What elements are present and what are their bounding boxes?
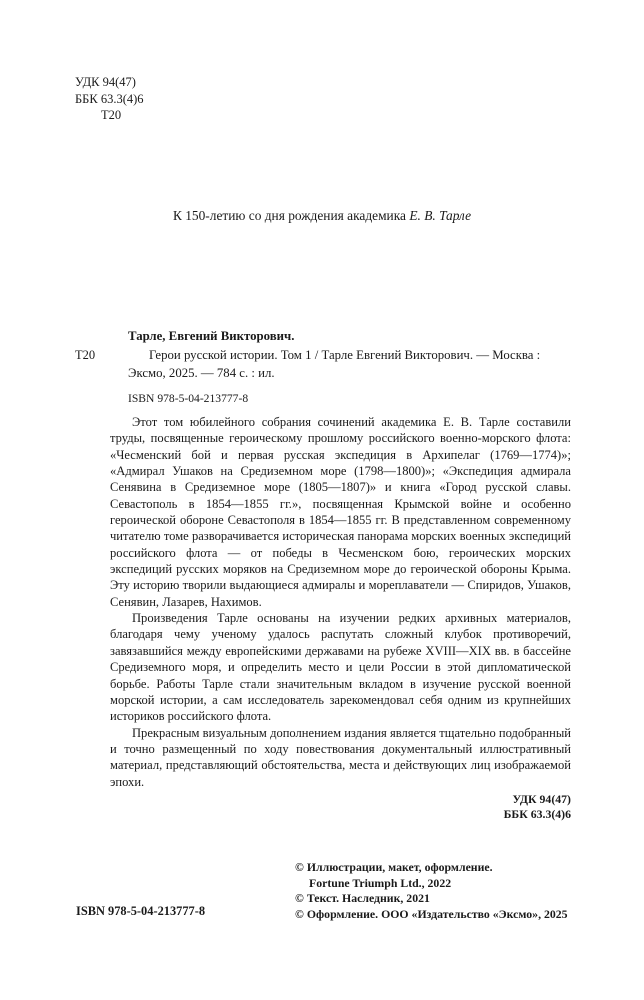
copyright-continuation: Fortune Triumph Ltd., 2022 — [309, 875, 452, 890]
shelf-mark-biblio: Т20 — [75, 348, 96, 362]
copyright-line — [295, 891, 568, 907]
isbn-inline: ISBN 978-5-04-213777-8 — [128, 392, 249, 405]
annotation-text — [110, 414, 571, 790]
bibliographic-body — [128, 327, 575, 383]
book-description: Герои русской истории. Том 1 / Тарле Евгений Викторович. — Москва : Эксмо, 2025. — 784 с. : ил. — [128, 347, 541, 381]
classification-codes-top — [75, 74, 144, 124]
shelf-mark-top: Т20 — [101, 108, 122, 122]
dedication-name: Е. В. Тарле — [409, 208, 472, 223]
annotation-paragraph: Произведения Тарле основаны на изучении редких архивных материалов, благодаря чему ученому удалось распутать сложный клубок противоречий, завязавшийся между европейскими державами на рубеже XVIII—XIX вв. в бассейне Средиземного моря, и определить место и цели России в этой дипломатической борьбе. Работы Тарле стали значительным вкладом в изучение русской военной морской истории, а сам исследователь зарекомендовал себя одним из крупнейших историков российского флота. — [110, 611, 571, 724]
annotation-paragraph: Прекрасным визуальным дополнением издания является тщательно подобранный и точно размещенный по ходу повествования документальный иллюстративный материал, представляющий обстоятельства, места и действующих лиц изображаемой эпохи. — [110, 725, 571, 789]
copyright-icon: © — [295, 860, 304, 874]
udc-code-bottom: УДК 94(47) — [512, 792, 571, 806]
annotation-paragraph: Этот том юбилейного собрания сочинений академика Е. В. Тарле составили труды, посвященные героическому прошлому российского военно-морского флота: «Чесменский бой и первая русская экспедиция в Архипелаг (1769—1774)»; «Адмирал Ушаков на Средиземном море (1798—1800)»; «Экспедиция адмирала Сенявина в Средиземное море (1805—1807)» и книга «Город русской славы. Севастополь в 1854—1855 гг.», посвященная Крымской войне и особенно героической обороне Севастополя в 1854—1855 гг. В представленном современному читателю томе разворачивается историческая панорама морских военных экспедиций российского флота — от победы в Чесменском бою, героических морских экспедиций русских моряков на Средиземном море до героической обороны Крыма. Эту историю творили выдающиеся адмиралы и мореплаватели — Спиридов, Ушаков, Сенявин, Лазарев, Нахимов. — [110, 415, 571, 609]
copyright-line — [295, 860, 568, 876]
classification-codes-bottom — [504, 792, 571, 822]
dedication-text: К 150-летию со дня рождения академика — [172, 208, 410, 223]
copyright-text: Оформление. ООО «Издательство «Эксмо», 2025 — [306, 906, 568, 921]
udc-code-top: УДК 94(47) — [75, 75, 136, 89]
bibliographic-record — [75, 327, 575, 383]
isbn-bottom: ISBN 978-5-04-213777-8 — [76, 904, 206, 918]
bbk-code-bottom: ББК 63.3(4)6 — [503, 807, 571, 821]
copyright-icon: © — [295, 906, 304, 921]
copyright-line — [295, 907, 568, 923]
book-author: Тарле, Евгений Викторович. — [128, 329, 295, 343]
copyright-text: Иллюстрации, макет, оформление. — [306, 860, 493, 874]
copyright-icon: © — [295, 891, 304, 906]
dedication-line — [0, 208, 644, 224]
copyright-text: Текст. Наследник, 2021 — [306, 891, 430, 906]
bbk-code-top: ББК 63.3(4)6 — [75, 91, 144, 106]
copyright-block — [295, 860, 568, 922]
